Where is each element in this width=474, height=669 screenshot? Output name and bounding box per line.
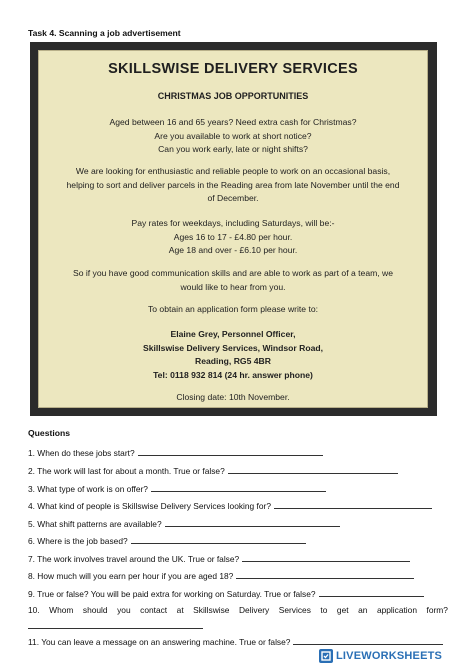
question-text: 2. The work will last for about a month. True or false? bbox=[28, 466, 225, 476]
advertisement bbox=[38, 50, 428, 408]
question-10-word: an bbox=[358, 605, 368, 615]
question-3 bbox=[28, 483, 448, 494]
ad-intro-line: Aged between 16 and 65 years? Need extra cash for Christmas? bbox=[109, 117, 357, 127]
ad-description bbox=[45, 165, 421, 206]
questions-heading: Questions bbox=[28, 428, 71, 438]
ad-closing-line: would like to hear from you. bbox=[180, 281, 286, 292]
liveworksheets-logo-text: LIVEWORKSHEETS bbox=[336, 650, 443, 662]
question-11 bbox=[28, 636, 448, 647]
answer-blank[interactable] bbox=[236, 570, 414, 579]
question-10-word: you bbox=[117, 605, 131, 615]
question-10-word: form? bbox=[426, 605, 448, 615]
ad-contact bbox=[45, 328, 421, 382]
question-10-word: to bbox=[320, 605, 328, 615]
ad-closing-date: Closing date: 10th November. bbox=[176, 392, 290, 402]
question-text: 5. What shift patterns are available? bbox=[28, 519, 162, 529]
answer-blank[interactable] bbox=[131, 535, 306, 544]
ad-intro-line: Are you available to work at short notice? bbox=[154, 130, 312, 141]
answer-blank[interactable] bbox=[138, 447, 323, 456]
question-10-answer-line bbox=[28, 620, 448, 631]
question-10-word: Skillswise bbox=[193, 605, 230, 615]
question-7 bbox=[28, 553, 448, 564]
ad-closing-line: So if you have good communication skills and are able to work as part of a team, we bbox=[72, 268, 394, 278]
question-10-word: application bbox=[376, 605, 417, 615]
ad-closing-paragraph bbox=[45, 267, 421, 294]
question-10-word: should bbox=[82, 605, 108, 615]
question-text: 11. You can leave a message on an answering machine. True or false? bbox=[28, 637, 291, 647]
question-10-word: Whom bbox=[49, 605, 74, 615]
ad-title: SKILLSWISE DELIVERY SERVICES bbox=[108, 61, 358, 77]
ad-contact-line: Elaine Grey, Personnel Officer, bbox=[170, 329, 296, 339]
ad-description-line: We are looking for enthusiastic and reliable people to work on an occasional basis, bbox=[75, 166, 391, 176]
answer-blank[interactable] bbox=[274, 500, 432, 509]
question-10-word: 10. bbox=[28, 605, 40, 615]
answer-blank[interactable] bbox=[28, 620, 203, 629]
question-8 bbox=[28, 570, 448, 581]
ad-pay-rates bbox=[45, 217, 421, 258]
answer-blank[interactable] bbox=[165, 518, 340, 527]
ad-contact-line: Skillswise Delivery Services, Windsor Road, bbox=[143, 342, 323, 353]
liveworksheets-logo bbox=[319, 649, 442, 663]
question-text: 3. What type of work is on offer? bbox=[28, 484, 148, 494]
question-2 bbox=[28, 465, 448, 476]
ad-description-line: helping to sort and deliver parcels in the Reading area from late November until the end bbox=[66, 179, 400, 190]
question-10-word: Delivery bbox=[239, 605, 270, 615]
ad-pay-line: Ages 16 to 17 - £4.80 per hour. bbox=[173, 231, 293, 242]
question-text: 1. When do these jobs start? bbox=[28, 448, 135, 458]
question-text: 4. What kind of people is Skillswise Delivery Services looking for? bbox=[28, 501, 271, 511]
question-text: 6. Where is the job based? bbox=[28, 536, 128, 546]
answer-blank[interactable] bbox=[228, 465, 398, 474]
question-4 bbox=[28, 500, 448, 511]
question-10-word: contact bbox=[140, 605, 168, 615]
liveworksheets-logo-icon bbox=[319, 649, 333, 663]
ad-contact-line: Tel: 0118 932 814 (24 hr. answer phone) bbox=[153, 369, 313, 380]
answer-blank[interactable] bbox=[242, 553, 410, 562]
ad-subtitle: CHRISTMAS JOB OPPORTUNITIES bbox=[157, 91, 309, 101]
question-5 bbox=[28, 518, 448, 529]
question-text: 8. How much will you earn per hour if you are aged 18? bbox=[28, 571, 234, 581]
ad-apply-line: To obtain an application form please write to: bbox=[147, 304, 319, 314]
ad-intro-line: Can you work early, late or night shifts? bbox=[158, 144, 308, 154]
ad-intro bbox=[45, 116, 421, 157]
answer-blank[interactable] bbox=[293, 636, 443, 645]
answer-blank[interactable] bbox=[319, 588, 424, 597]
question-10-word: Services bbox=[278, 605, 311, 615]
question-6 bbox=[28, 535, 448, 546]
answer-blank[interactable] bbox=[151, 483, 326, 492]
question-10-word: get bbox=[336, 605, 349, 615]
question-text: 7. The work involves travel around the UK. True or false? bbox=[28, 554, 240, 564]
ad-description-line: of December. bbox=[207, 193, 259, 203]
ad-pay-line: Age 18 and over - £6.10 per hour. bbox=[168, 245, 298, 255]
ad-pay-line: Pay rates for weekdays, including Saturdays, will be:- bbox=[131, 218, 335, 228]
task-title: Task 4. Scanning a job advertisement bbox=[28, 28, 181, 38]
question-1 bbox=[28, 447, 448, 458]
question-10 bbox=[28, 605, 448, 615]
question-10-word: at bbox=[176, 605, 184, 615]
question-text: 9. True or false? You will be paid extra for working on Saturday. True or false? bbox=[28, 589, 316, 599]
ad-contact-line: Reading, RG5 4BR bbox=[195, 356, 271, 366]
question-9 bbox=[28, 588, 448, 599]
